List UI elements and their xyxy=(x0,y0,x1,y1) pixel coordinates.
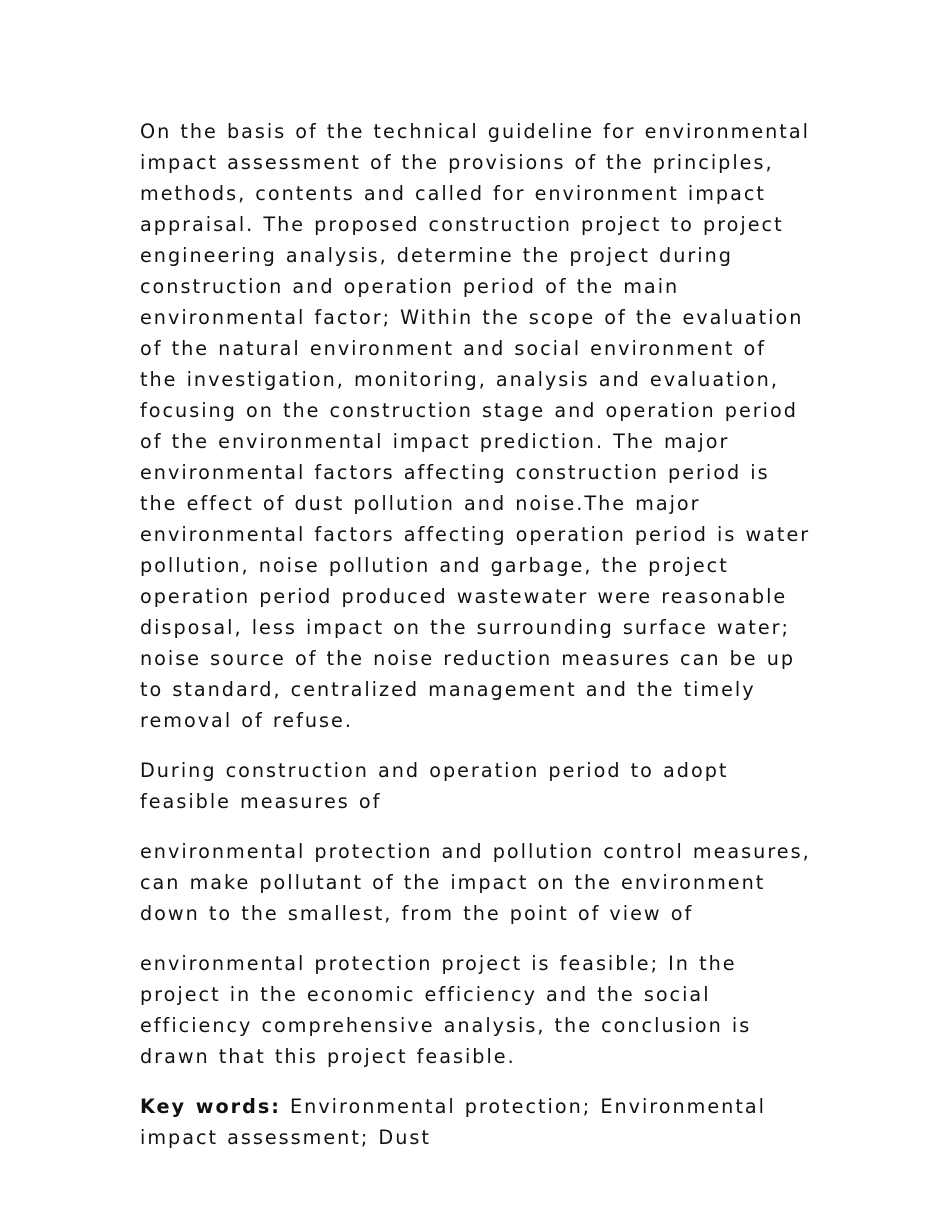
paragraph-4: environmental protection project is feasible; In the project in the economic efficiency and the social efficiency comprehensive analysis, the conclusion is drawn that this project feasible. xyxy=(140,952,752,1068)
keywords-line xyxy=(140,1091,812,1153)
keywords-label: Key words: xyxy=(140,1095,281,1118)
paragraph-3: environmental protection and pollution control measures, can make pollutant of the impact on the environment down to the smallest, from the point of view of xyxy=(140,840,811,925)
paragraph-2: During construction and operation period to adopt feasible measures of xyxy=(140,759,729,813)
paragraph-1: On the basis of the technical guideline for environmental impact assessment of the provisions of the principles, methods, contents and called for environment impact appraisal. The proposed construction project to project engineering analysis, determine the project during construction and operation period of the main environmental factor; Within the scope of the evaluation of the natural environment and social environment of the investigation, monitoring, analysis and evaluation, focusing on the construction stage and operation period of the environmental impact prediction. The major environmental factors affecting construction period is the effect of dust pollution and noise.The major environmental factors affecting operation period is water pollution, noise pollution and garbage, the project operation period produced wastewater were reasonable disposal, less impact on the surrounding surface water; noise source of the noise reduction measures can be up to standard, centralized management and the timely removal of refuse. xyxy=(140,120,811,732)
abstract-body xyxy=(140,116,812,1153)
keywords-text: Environmental protection; Environmental impact assessment; Dust xyxy=(140,1095,766,1149)
